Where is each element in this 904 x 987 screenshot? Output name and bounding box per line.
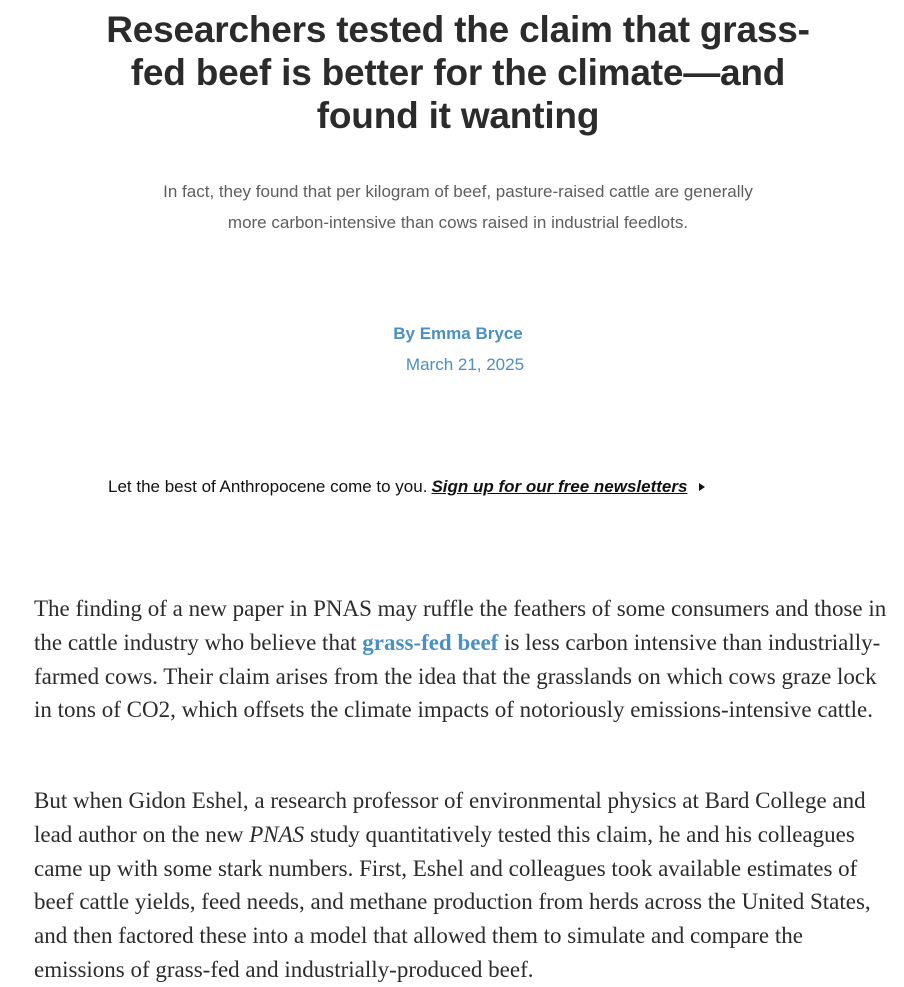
caret-right-icon [699,483,705,491]
body-paragraph-2 [34,784,894,987]
article-headline: Researchers tested the claim that grass-fed beef is better for the climate—and found it wanting [106,9,810,136]
paragraph-text: The finding of a new paper in PNAS may ruffle the feathers of some consumers and those in the cattle industry who believe that [34,596,887,655]
author-byline[interactable]: By Emma Bryce [393,324,523,343]
newsletter-promo [108,474,705,500]
paragraph-text: But when Gidon Eshel, a research professor of environmental physics at Bard College and lead author on the new [34,788,866,847]
body-paragraph-1 [34,592,894,727]
journal-name: PNAS [249,821,305,847]
newsletter-prompt: Let the best of Anthropocene come to you. [108,477,428,496]
grass-fed-beef-link[interactable]: grass-fed beef [362,629,499,655]
paragraph-text: study quantitatively tested this claim, he and his colleagues came up with some stark numbers. First, Eshel and colleagues took available estimates of beef cattle yields, feed needs, and methane production from herds across the United States, and then factored these into a model that allowed them to simulate and compare the emissions of grass-fed and industrially-produced beef. [34,821,871,982]
publish-date: March 21, 2025 [405,355,525,374]
newsletter-signup-link[interactable]: Sign up for our free newsletters [431,477,688,496]
paragraph-text: is less carbon intensive than industrially-farmed cows. Their claim arises from the idea that the grasslands on which cows graze lock in tons of CO2, which offsets the climate impacts of notoriously emissions-intensive cattle. [34,629,881,723]
article-dek: In fact, they found that per kilogram of beef, pasture-raised cattle are generally more carbon-intensive than cows raised in industrial feedlots. [163,182,753,232]
